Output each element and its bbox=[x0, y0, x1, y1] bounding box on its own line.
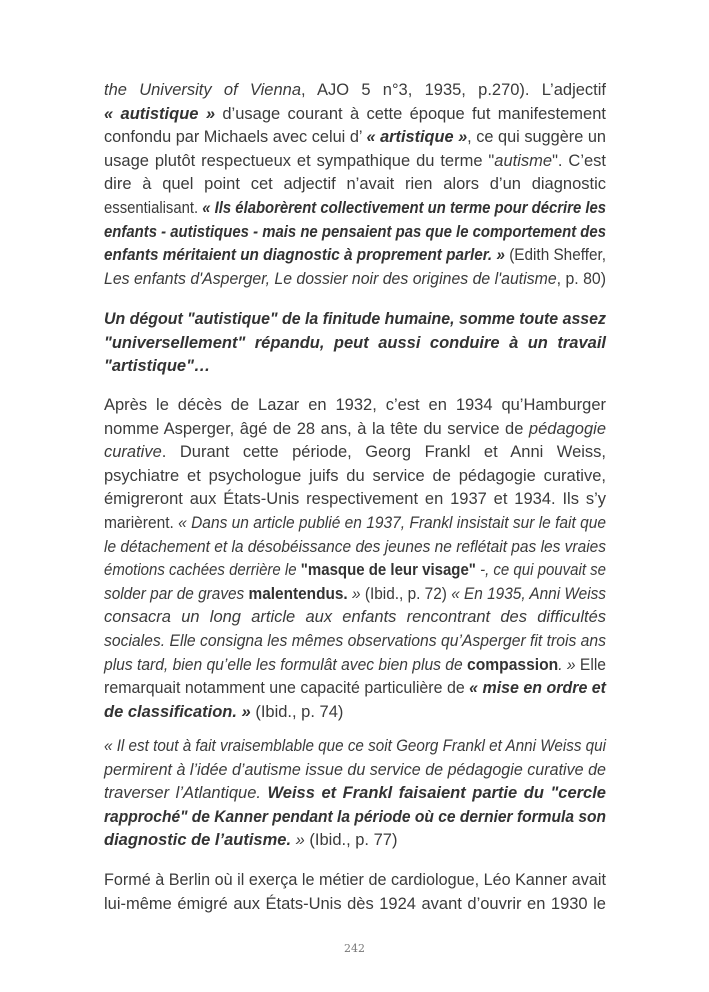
text-line-content bbox=[104, 394, 606, 418]
text-run: d’usage courant à cette époque fut manifestement bbox=[215, 104, 606, 123]
text-line-content bbox=[104, 332, 606, 356]
text-run: (Ibid., p. 74) bbox=[250, 702, 344, 721]
italic-text: le détachement et la désobéissance des jeunes ne reflétait pas les vraies bbox=[104, 537, 606, 556]
paragraph-asperger-frankl-weiss bbox=[104, 394, 606, 724]
italic-text: « En 1935, Anni Weiss bbox=[451, 584, 606, 603]
text-line-content bbox=[104, 559, 606, 583]
text-line-content bbox=[104, 735, 606, 759]
text-run: (Ibid., p. 72) bbox=[360, 584, 452, 603]
text-line-content bbox=[104, 893, 606, 917]
italic-text: » bbox=[291, 831, 305, 850]
text-run: Formé à Berlin où il exerça le métier de cardiologue, Léo Kanner avait bbox=[104, 871, 606, 889]
text-line bbox=[104, 583, 606, 607]
italic-text: traverser l’Atlantique. bbox=[104, 784, 268, 803]
text-line-content bbox=[104, 488, 606, 512]
bold-italic-text: « autistique » bbox=[104, 104, 216, 123]
text-run: nomme Asperger, âgé de 28 ans, à la tête du service de bbox=[104, 419, 529, 438]
italic-text: . » bbox=[558, 655, 576, 674]
text-line bbox=[104, 79, 606, 103]
bold-italic-text: Weiss et Frankl faisaient partie du "cercle bbox=[267, 784, 606, 803]
bold-text: compassion bbox=[467, 655, 559, 674]
text-line-content bbox=[104, 630, 606, 654]
text-line-content bbox=[104, 197, 606, 221]
text-line bbox=[104, 559, 606, 583]
text-run: psychiatre et psychologue juifs du service de pédagogie curative, bbox=[104, 466, 606, 485]
text-line bbox=[104, 173, 606, 197]
text-line-content bbox=[104, 583, 606, 607]
text-line bbox=[104, 418, 606, 442]
bold-italic-text: « Ils élaborèrent collectivement un terme pour décrire les bbox=[202, 198, 606, 217]
text-line bbox=[104, 512, 606, 536]
text-line bbox=[104, 829, 606, 853]
text-line bbox=[104, 308, 606, 332]
text-line-content bbox=[104, 221, 606, 245]
italic-text: curative bbox=[104, 443, 162, 462]
text-line bbox=[104, 701, 606, 725]
italic-text: « Il est tout à fait vraisemblable que ce soit Georg Frankl et Anni Weiss qui bbox=[104, 737, 606, 755]
text-line bbox=[104, 488, 606, 512]
paragraph-kanner bbox=[104, 869, 606, 916]
text-run: lui-même émigré aux États-Unis dès 1924 avant d’ouvrir en 1930 le bbox=[104, 894, 606, 913]
text-line bbox=[104, 150, 606, 174]
text-run: , AJO 5 n°3, 1935, p.270). L’adjectif bbox=[301, 81, 606, 99]
bold-italic-text: diagnostic de l’autisme. bbox=[104, 831, 292, 850]
paragraph-atlantic-quote bbox=[104, 735, 606, 853]
bold-italic-text: enfants - autistiques - mais ne pensaient pas que le comportement des bbox=[104, 222, 606, 241]
text-run: , ce qui suggère un bbox=[467, 128, 606, 147]
italic-text: permirent à l’idée d’autisme issue du service de pédagogie curative de bbox=[104, 760, 606, 779]
text-line-content bbox=[104, 268, 606, 292]
italic-text: -, ce qui pouvait se bbox=[475, 561, 606, 580]
text-line-content bbox=[104, 701, 343, 725]
text-line-content bbox=[104, 536, 606, 560]
text-line-content bbox=[104, 441, 606, 465]
bold-italic-text: enfants méritaient un diagnostic à proprement parler. » bbox=[104, 246, 505, 265]
bold-italic-text: « mise en ordre et bbox=[469, 679, 606, 698]
text-line bbox=[104, 244, 606, 268]
text-line bbox=[104, 806, 606, 830]
text-line-content bbox=[104, 308, 606, 332]
text-line-content bbox=[104, 103, 606, 127]
italic-text: sociales. Elle consigna les mêmes observations qu’Asperger fit trois ans bbox=[104, 631, 606, 650]
paragraph-sheffer-quote bbox=[104, 79, 606, 291]
text-line bbox=[104, 197, 606, 221]
bold-italic-text: rapproché" de Kanner pendant la période où ce dernier formula son bbox=[104, 807, 606, 826]
text-line-content bbox=[104, 677, 606, 701]
bold-italic-text: "artistique"… bbox=[104, 357, 211, 376]
text-line bbox=[104, 268, 606, 292]
bold-italic-text: Un dégout "autistique" de la finitude humaine, somme toute assez bbox=[104, 310, 606, 328]
text-line-content bbox=[104, 806, 606, 830]
bold-italic-text: "universellement" répandu, peut aussi conduire à un travail bbox=[104, 333, 606, 352]
text-line bbox=[104, 782, 606, 806]
text-line-content bbox=[104, 829, 397, 853]
text-line-content bbox=[104, 418, 606, 442]
text-run: remarquait notamment une capacité particulière de bbox=[104, 679, 470, 698]
text-line-content bbox=[104, 355, 210, 379]
italic-text: « Dans un article publié en 1937, Frankl insistait sur le fait que bbox=[178, 513, 606, 532]
bold-text: "masque de leur visage" bbox=[300, 561, 476, 580]
text-line bbox=[104, 103, 606, 127]
text-line bbox=[104, 759, 606, 783]
text-line-content bbox=[104, 244, 606, 268]
text-line-content bbox=[104, 150, 606, 174]
text-line bbox=[104, 441, 606, 465]
bold-text: malentendus. bbox=[248, 584, 348, 603]
text-line-content bbox=[104, 654, 606, 678]
text-run: , p. 80) bbox=[556, 269, 606, 288]
text-line bbox=[104, 677, 606, 701]
text-run: émigreront aux États-Unis respectivement en 1937 et 1934. Ils s’y bbox=[104, 490, 606, 509]
text-line bbox=[104, 394, 606, 418]
text-line-content bbox=[104, 512, 606, 536]
italic-text: » bbox=[347, 584, 361, 603]
bold-italic-text: « artistique » bbox=[366, 128, 468, 147]
text-line bbox=[104, 221, 606, 245]
text-run: (Ibid., p. 77) bbox=[304, 831, 398, 850]
text-line bbox=[104, 126, 606, 150]
text-line-content bbox=[104, 126, 606, 150]
text-line-content bbox=[104, 173, 606, 197]
italic-text: autisme bbox=[494, 151, 553, 170]
text-run: . Durant cette période, Georg Frankl et Anni Weiss, bbox=[161, 443, 606, 462]
text-line bbox=[104, 735, 606, 759]
paragraph-heading-remark bbox=[104, 308, 606, 379]
italic-text: consacra un long article aux enfants rencontrant des difficultés bbox=[104, 608, 606, 627]
text-line-content bbox=[104, 79, 606, 103]
bold-italic-text: de classification. » bbox=[104, 702, 251, 721]
italic-text: the University of Vienna bbox=[104, 81, 302, 99]
text-run: Après le décès de Lazar en 1932, c’est en 1934 qu’Hamburger bbox=[104, 396, 606, 414]
text-run: dire à quel point cet adjectif n’avait rien alors d’un diagnostic bbox=[104, 175, 606, 194]
text-line-content bbox=[104, 782, 606, 806]
text-run: usage plutôt respectueux et sympathique du terme " bbox=[104, 151, 495, 170]
text-run: ". C’est bbox=[552, 151, 607, 170]
italic-text: Les enfants d'Asperger, Le dossier noir des origines de l'autisme bbox=[104, 269, 557, 288]
italic-text: émotions cachées derrière le bbox=[104, 561, 301, 580]
italic-text: plus tard, bien qu’elle les formulât avec bien plus de bbox=[104, 655, 468, 674]
text-line-content bbox=[104, 606, 606, 630]
text-line bbox=[104, 869, 606, 893]
page-number: 242 bbox=[344, 942, 365, 955]
italic-text: solder par de graves bbox=[104, 584, 249, 603]
text-run: essentialisant. bbox=[104, 198, 203, 217]
text-line bbox=[104, 893, 606, 917]
text-run: confondu par Michaels avec celui d’ bbox=[104, 128, 367, 147]
text-line bbox=[104, 630, 606, 654]
text-run: (Edith Sheffer, bbox=[504, 246, 606, 265]
text-run: marièrent. bbox=[104, 513, 179, 532]
text-line bbox=[104, 536, 606, 560]
text-line bbox=[104, 606, 606, 630]
text-line-content bbox=[104, 869, 606, 893]
text-line bbox=[104, 332, 606, 356]
text-line bbox=[104, 355, 606, 379]
text-line-content bbox=[104, 759, 606, 783]
text-line bbox=[104, 654, 606, 678]
text-line-content bbox=[104, 465, 606, 489]
italic-text: pédagogie bbox=[528, 419, 606, 438]
text-run: Elle bbox=[575, 655, 606, 674]
text-line bbox=[104, 465, 606, 489]
